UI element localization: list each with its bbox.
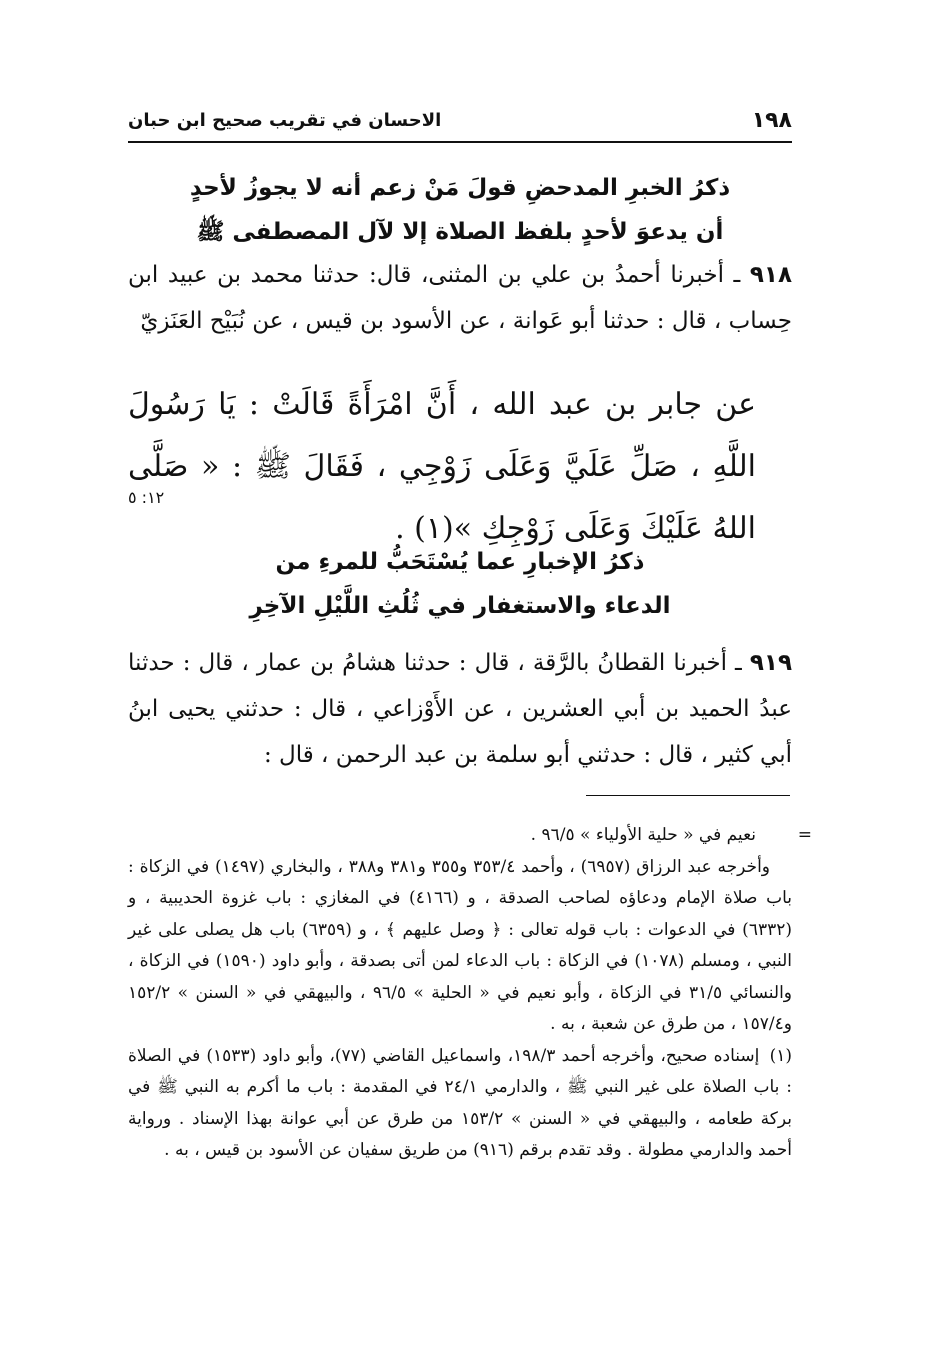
book-title: الاحسان في تقريب صحيح ابن حبان [128, 109, 442, 131]
hadith-number-919: ٩١٩ [749, 650, 793, 676]
chapter-heading-2-line-2: الدعاء والاستغفار في ثُلُثِ اللَّيْلِ الآخِرِ [249, 593, 671, 619]
header-rule [128, 141, 792, 143]
chapter-heading-2 [128, 540, 792, 628]
continuation-mark: = [797, 825, 812, 845]
source-reference: ١٢: ٥ [128, 488, 165, 507]
running-header [128, 100, 792, 140]
hadith-919-text: ـ أخبرنا القطانُ بالرَّقة ، قال : حدثنا هشامُ بن عمار ، قال : حدثنا عبدُ الحميد بن أبي العشرين ، عن الأَوْزاعي ، قال : حدثني يحيى ابنُ أبي كثير ، قال : حدثني أبو سلمة بن عبد الرحمن ، قال : [128, 650, 792, 768]
footnote-1-number: (١) [769, 1045, 793, 1066]
hadith-918-matn-text: عن جابر بن عبد الله ، أَنَّ امْرَأَةً قَالَتْ : يَا رَسُولَ اللَّهِ ، صَلِّ عَلَيَّ وَعَلَى زَوْجِي ، فَقَالَ ﷺ : « صَلَّى اللهُ عَلَيْكَ وَعَلَى زَوْجِكِ »(١) . [128, 387, 756, 546]
chapter-heading-1-line-2: أن يدعوَ لأحدٍ بلفظ الصلاة إلا لآل المصطفى ﷺ [196, 219, 724, 245]
chapter-heading-1 [128, 166, 792, 254]
hadith-919 [128, 640, 792, 778]
page-number: ١٩٨ [751, 107, 792, 133]
hadith-918-isnad [128, 252, 792, 344]
footnote-continuation-line: نعيم في « حلية الأولياء » ٩٦/٥ . [530, 825, 756, 845]
footnote-1-text: إسناده صحيح، وأخرجه أحمد ١٩٨/٣، واسماعيل القاضي (٧٧)، وأبو داود (١٥٣٣) في الصلاة : باب الصلاة على غير النبي ﷺ ، والدارمي ٢٤/١ في المقدمة : باب ما أكرم به النبي ﷺ في بركة طعامه ، والبيهقي في « السنن » ١٥٣/٢ من طرق عن أبي عوانة بهذا الإسناد . ورواية أحمد والدارمي مطولة . وقد تقدم برقم (٩١٦) من طريق سفيان عن الأسود بن قيس ، به . [128, 1045, 792, 1160]
footnote-rule [586, 795, 790, 796]
footnote-1 [128, 1041, 792, 1167]
footnote-continuation-paragraph: وأخرجه عبد الرزاق (٦٩٥٧) ، وأحمد ٣٥٣/٤ و٣٥٥ و٣٨١ و٣٨٨ ، والبخاري (١٤٩٧) في الزكاة : باب صلاة الإمام ودعاؤه لصاحب الصدقة ، و (٤١٦٦) في المغازي : باب غزوة الحديبية ، و (٦٣٣٢) في الدعوات : باب قوله تعالى : ﴿ وصل عليهم ﴾ ، و (٦٣٥٩) باب هل يصلى على غير النبي ، ومسلم (١٠٧٨) في الزكاة : باب الدعاء لمن أتى بصدقة ، وأبو داود (١٥٩٠) في الزكاة ، والنسائي ٣١/٥ في الزكاة ، وأبو نعيم في « الحلية » ٩٦/٥ ، والبيهقي في « السنن » ١٥٢/٢ و١٥٧/٤ ، من طرق عن شعبة ، به . [128, 856, 793, 1034]
chapter-heading-2-line-1: ذكرُ الإخبارِ عما يُسْتَحَبُّ للمرءِ من [275, 549, 645, 575]
hadith-918-matn [128, 374, 792, 560]
hadith-number-918: ٩١٨ [749, 262, 792, 288]
chapter-heading-1-line-1: ذكرُ الخبرِ المدحضِ قولَ مَنْ زعم أنه لا يجوزُ لأحدٍ [189, 175, 731, 201]
footnotes [128, 820, 812, 1167]
hadith-918-isnad-text: ـ أخبرنا أحمدُ بن علي بن المثنى، قال: حدثنا محمد بن عبيد ابن حِساب ، قال : حدثنا أبو عَوانة ، عن الأسود بن قيس ، عن نُبَيْح العَنَزيّ [128, 262, 792, 334]
